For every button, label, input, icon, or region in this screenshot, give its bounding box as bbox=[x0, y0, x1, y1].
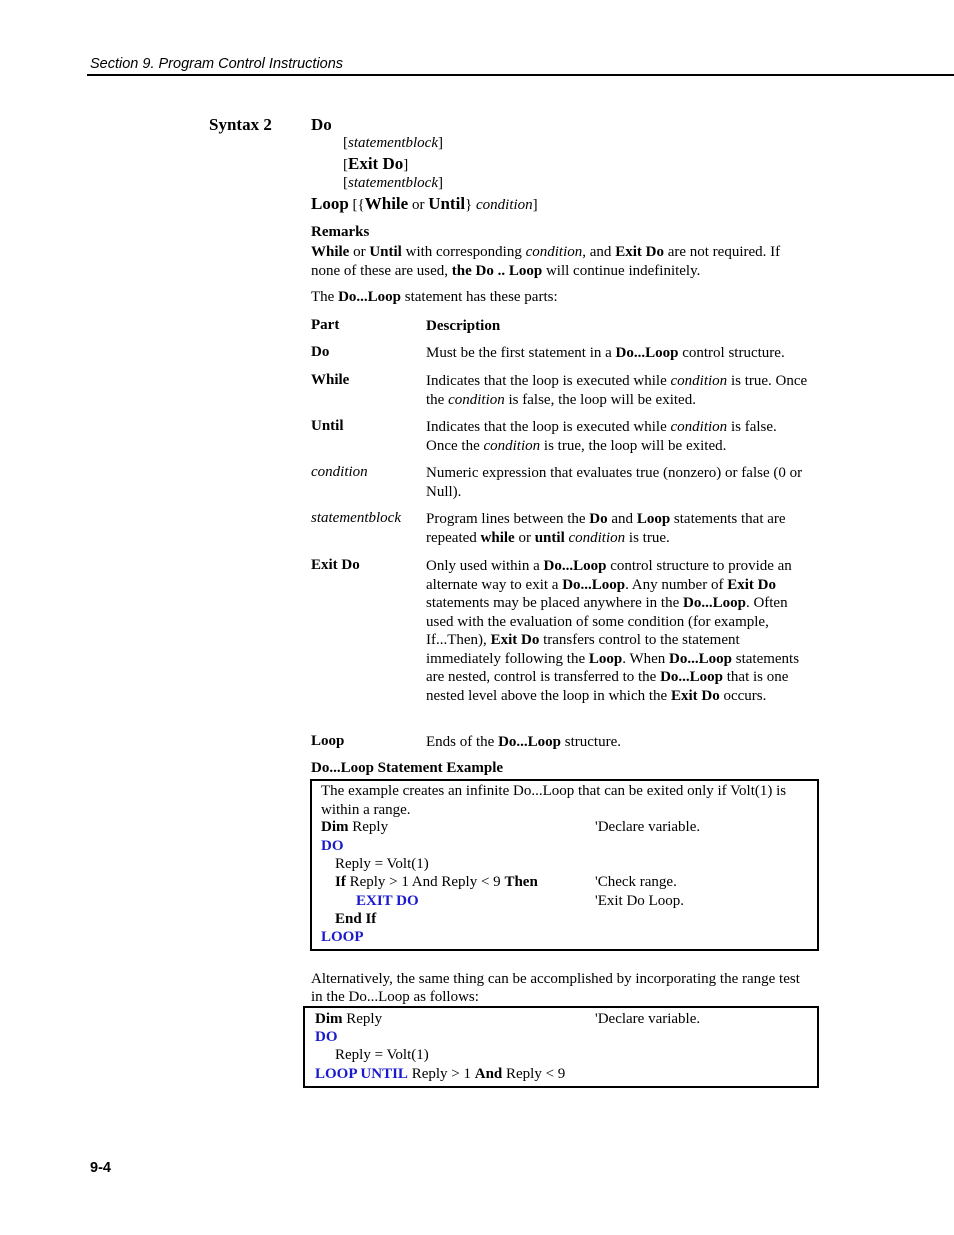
remarks-text-part: with corresponding bbox=[401, 244, 526, 260]
remarks-do-loop: the Do .. Loop bbox=[451, 262, 543, 279]
code-comment-declare: 'Declare variable. bbox=[595, 819, 701, 835]
desc-do: Must be the first statement in a Do...Loop control structure. bbox=[426, 345, 785, 361]
code-reply-line: Reply = Volt(1) bbox=[335, 856, 429, 872]
part-statementblock: statementblock bbox=[311, 510, 401, 526]
code-if-line: If Reply > 1 And Reply < 9 Then bbox=[335, 874, 538, 890]
remarks-condition: condition bbox=[525, 244, 583, 260]
alternative-text: Alternatively, the same thing can be accomplished by incorporating the range test in the Do...Loop as follows: bbox=[311, 971, 800, 1005]
loop-term: Loop bbox=[311, 194, 349, 213]
alt-dim-line: Dim Reply bbox=[315, 1011, 383, 1027]
condition-term: condition bbox=[476, 197, 533, 213]
alt-comment-declare: 'Declare variable. bbox=[595, 1011, 701, 1027]
desc-until: Indicates that the loop is executed while condition is false. Once the condition is true, the loop will be exited. bbox=[426, 419, 777, 454]
desc-while: Indicates that the loop is executed while condition is true. Once the condition is false, the loop will be exited. bbox=[426, 373, 808, 408]
while-term: While bbox=[364, 194, 409, 213]
statementblock-term: statementblock bbox=[348, 175, 438, 191]
code-do-keyword: DO bbox=[321, 838, 344, 854]
alt-reply-line: Reply = Volt(1) bbox=[335, 1047, 429, 1063]
alt-loop-until-line: LOOP UNTIL Reply > 1 And Reply < 9 bbox=[315, 1066, 566, 1082]
running-header: Section 9. Program Control Instructions bbox=[90, 56, 344, 72]
intro-part: The bbox=[311, 289, 339, 305]
syntax-exit-do: [Exit Do] bbox=[343, 154, 409, 173]
remarks-heading: Remarks bbox=[311, 224, 370, 240]
code-comment-exit: 'Exit Do Loop. bbox=[595, 893, 684, 909]
part-exit-do: Exit Do bbox=[311, 557, 360, 573]
remarks-text-part: will continue indefinitely. bbox=[542, 262, 701, 279]
example-intro: The example creates an infinite Do...Loop that can be exited only if Volt(1) is within a range. bbox=[321, 783, 787, 818]
remarks-exit-do: Exit Do bbox=[615, 244, 664, 260]
part-condition: condition bbox=[311, 464, 368, 480]
desc-exit-do: Only used within a Do...Loop control structure to provide an alternate way to exit a Do...Loop. Any number of Exit Do statements may be placed anywhere in the Do...Loop. Often used with the evaluation of some condition (for example, If...Then), Exit Do transfers control to the statement immediately following the Loop. When Do...Loop statements are nested, control is transferred to the Do...Loop that is one nested level above the loop in which the Exit Do occurs. bbox=[426, 558, 800, 704]
part-loop: Loop bbox=[311, 733, 345, 749]
exit-do-term: Exit Do bbox=[348, 154, 404, 173]
desc-condition: Numeric expression that evaluates true (nonzero) or false (0 or Null). bbox=[426, 465, 803, 500]
parts-intro bbox=[311, 289, 558, 306]
alt-do-keyword: DO bbox=[315, 1029, 338, 1045]
remarks-while: While bbox=[311, 244, 350, 260]
syntax-loop-line: Loop [{While or Until} condition] bbox=[311, 194, 538, 213]
syntax-statementblock-1: [statementblock] bbox=[343, 135, 443, 151]
part-until: Until bbox=[311, 418, 344, 434]
code-dim-line: Dim Reply bbox=[321, 819, 389, 835]
header-rule bbox=[87, 74, 954, 76]
example-title: Do...Loop Statement Example bbox=[311, 760, 504, 776]
remarks-text-part: , and bbox=[582, 244, 616, 260]
intro-part: statement has these parts: bbox=[401, 289, 558, 305]
part-while: While bbox=[311, 372, 350, 388]
part-do: Do bbox=[311, 344, 330, 360]
desc-statementblock: Program lines between the Do and Loop statements that are repeated while or until condition is true. bbox=[426, 511, 786, 546]
remarks-text-part: are not required. If none of these are used, bbox=[311, 244, 781, 279]
page-number: 9-4 bbox=[90, 1160, 111, 1176]
syntax-label: Syntax 2 bbox=[209, 115, 272, 134]
code-loop-keyword: LOOP bbox=[321, 929, 364, 945]
or-term: or bbox=[411, 197, 425, 213]
desc-loop: Ends of the Do...Loop structure. bbox=[426, 734, 621, 750]
statementblock-term: statementblock bbox=[348, 135, 438, 151]
code-exit-do-keyword: EXIT DO bbox=[356, 893, 419, 909]
remarks-until: Until bbox=[369, 244, 402, 260]
remarks-text bbox=[311, 243, 811, 280]
syntax-statementblock-2: [statementblock] bbox=[343, 175, 443, 191]
table-header-description: Description bbox=[426, 318, 501, 334]
syntax-do: Do bbox=[311, 115, 332, 134]
remarks-text-part: or bbox=[349, 244, 370, 260]
intro-do-loop: Do...Loop bbox=[338, 289, 402, 305]
code-comment-check: 'Check range. bbox=[595, 874, 677, 890]
code-end-if: End If bbox=[335, 911, 377, 927]
table-header-part: Part bbox=[311, 317, 340, 333]
until-term: Until bbox=[428, 194, 466, 213]
